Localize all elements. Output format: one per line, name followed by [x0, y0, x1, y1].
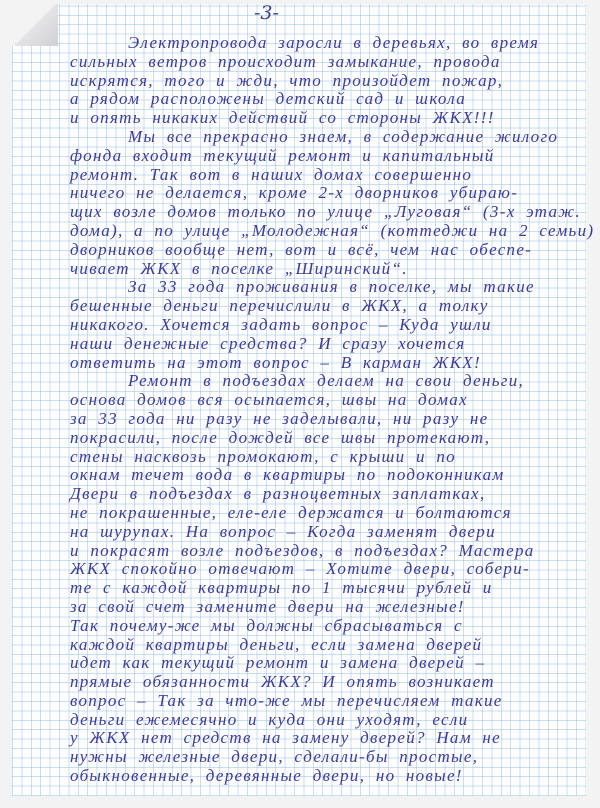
text-line: не покрашенные, еле-еле держатся и болтаются [70, 502, 512, 522]
text-line: За 33 года проживания в поселке, мы такие [128, 277, 535, 297]
paragraph [70, 34, 570, 128]
page-number: -3- [254, 2, 279, 24]
text-line: и покрасят возле подъездов, в подъездах? Мастера [70, 540, 535, 560]
text-line: вопрос – Так за что-же мы перечисляем такие [70, 690, 503, 710]
text-line: у ЖКХ нет средств на замену дверей? Нам не [70, 728, 502, 748]
text-line: Ремонт в подъездах делаем на свои деньги, [128, 371, 525, 391]
text-line: искрятся, того и жди, что произойдет пожар, [70, 70, 504, 90]
text-line: Электропровода заросли в деревьях, во время [128, 33, 540, 52]
text-line: щих возле домов только по улице „Луговая“ (3-х этаж. [70, 202, 581, 222]
text-line: идет как текущий ремонт и замена дверей – [70, 653, 486, 673]
text-line: те с каждой квартиры по 1 тысячи рублей и [70, 578, 493, 598]
text-line: Мы все прекрасно знаем, в содержание жилого [128, 126, 559, 146]
folded-corner [12, 4, 58, 46]
text-line: основа домов вся осыпается, швы на домах [70, 390, 468, 410]
text-line: деньги ежемесячно и куда они уходят, если [70, 709, 469, 729]
text-line: на шурупах. На вопрос – Когда заменят двери [70, 521, 496, 541]
text-line: стены насквозь промокают, с крыши и по [70, 446, 456, 466]
text-line: наши денежные средства? И сразу хочется [70, 333, 466, 353]
text-line: Двери в подъездах в разноцветных заплатках, [70, 484, 486, 504]
handwritten-text [70, 33, 595, 786]
text-line: ничего не делается, кроме 2-х дворников убираю- [70, 183, 519, 203]
text-line: а рядом расположены детский сад и школа [70, 89, 467, 109]
text-line: каждой квартиры деньги, если замена дверей [70, 634, 483, 654]
text-line: за свой счет замените двери на железные! [70, 596, 465, 616]
text-line: прямые обязанности ЖКХ? И опять возникает [70, 672, 495, 692]
text-line: чивает ЖКХ в поселке „Ширинский“. [70, 258, 408, 278]
paragraph [70, 372, 570, 786]
text-line: Так почему-же мы должны сбрасываться с [70, 615, 463, 635]
text-line: дома), а по улице „Молодежная“ (коттеджи на 2 семьи) [70, 220, 595, 240]
text-line: за 33 года ни разу не заделывали, ни разу не [70, 408, 489, 428]
text-line: сильных ветров происходит замыкание, провода [70, 51, 501, 71]
text-line: ответить на этот вопрос – В карман ЖКХ! [70, 352, 481, 372]
text-line: ремонт. Так вот в наших домах совершенно [70, 164, 473, 184]
text-line: бешенные деньги перечислили в ЖКХ, а толку [70, 296, 489, 316]
text-line: обыкновенные, деревянные двери, но новые! [70, 766, 463, 786]
text-line: никакого. Хочется задать вопрос – Куда ушли [70, 314, 492, 334]
text-line: фонда входит текущий ремонт и капитальный [70, 145, 495, 165]
text-line: окнам течет вода в квартиры по подоконникам [70, 465, 505, 485]
text-line: покрасили, после дождей все швы протекают, [70, 427, 491, 447]
text-line: нужны железные двери, сделали-бы простые, [70, 747, 479, 767]
text-line: и опять никаких действий со стороны ЖКХ!!! [70, 108, 495, 128]
text-line: дворников вообще нет, вот и всё, чем нас обеспе- [70, 239, 533, 259]
paragraph [70, 126, 595, 278]
text-line: ЖКХ спокойно отвечают – Хотите двери, собери- [70, 559, 530, 579]
paragraph [70, 278, 570, 372]
